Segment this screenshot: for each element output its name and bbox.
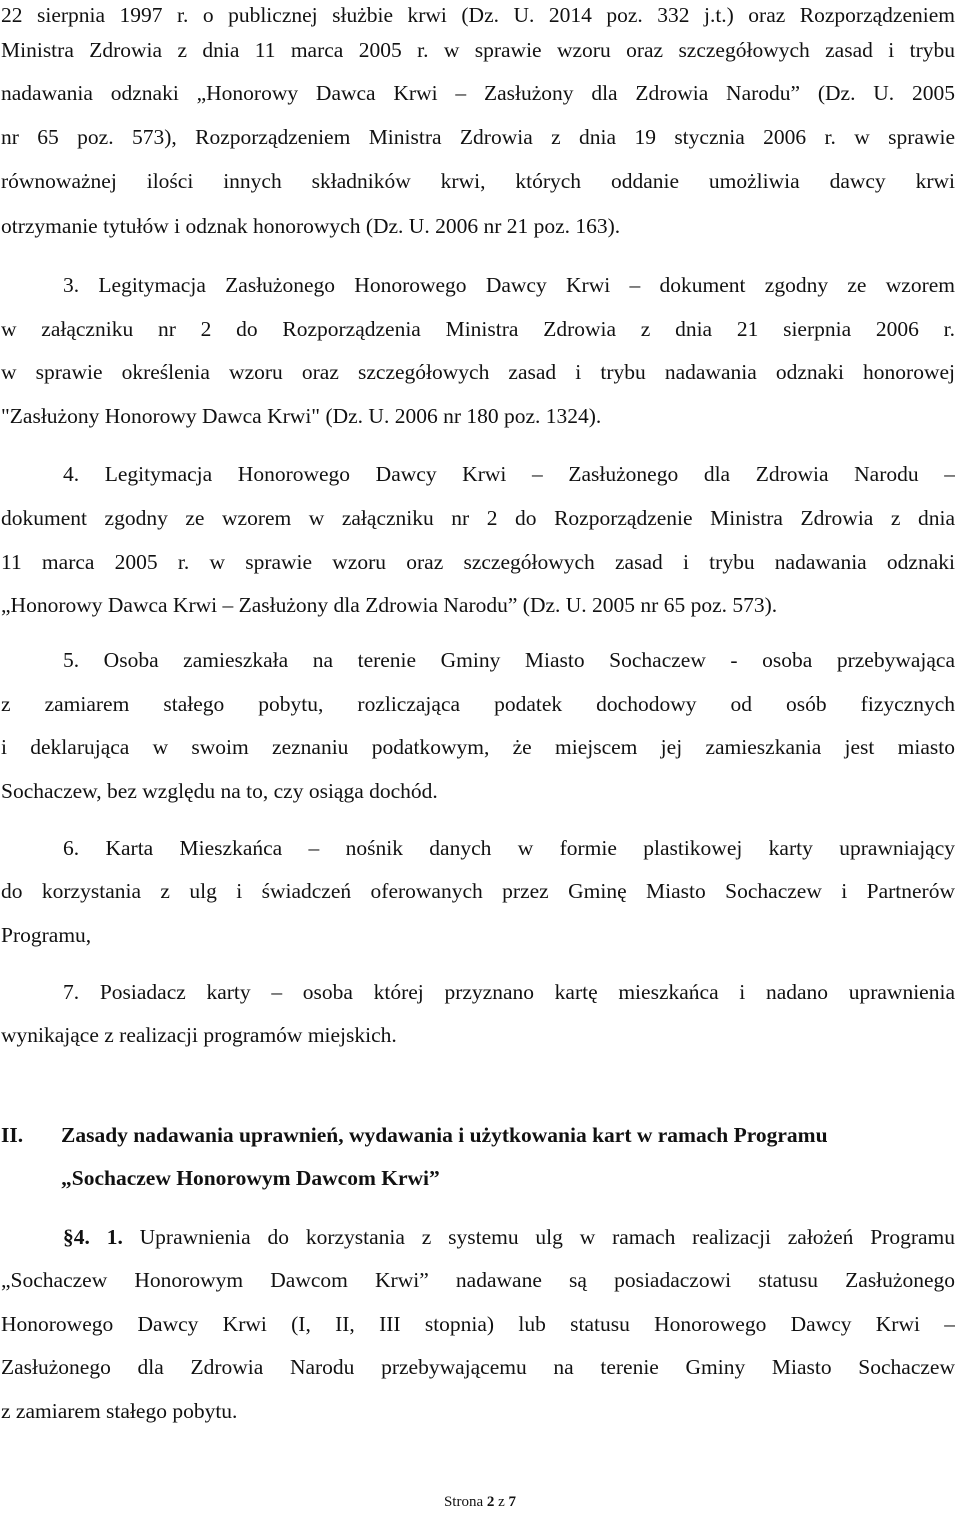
text-line: Honorowego Dawcy Krwi (I, II, III stopnia) lub statusu Honorowego Dawcy Krwi – xyxy=(1,1312,955,1336)
definition-4-line: 4. Legitymacja Honorowego Dawcy Krwi – Zasłużonego dla Zdrowia Narodu – xyxy=(63,462,955,486)
paragraph-marker: §4. 1. xyxy=(63,1225,123,1249)
definition-7-line: 7. Posiadacz karty – osoba której przyznano kartę mieszkańca i nadano uprawnienia xyxy=(63,980,955,1004)
definition-5-line: 5. Osoba zamieszkała na terenie Gminy Miasto Sochaczew - osoba przebywająca xyxy=(63,648,955,672)
text-line: 11 marca 2005 r. w sprawie wzoru oraz szczegółowych zasad i trybu nadawania odznaki xyxy=(1,550,955,574)
text-line: w sprawie określenia wzoru oraz szczegółowych zasad i trybu nadawania odznaki honorowej xyxy=(1,360,955,384)
definition-3-line: 3. Legitymacja Zasłużonego Honorowego Dawcy Krwi – dokument zgodny ze wzorem xyxy=(63,273,955,297)
text-line: Zasłużonego dla Zdrowia Narodu przebywającemu na terenie Gminy Miasto Sochaczew xyxy=(1,1355,955,1379)
text-line: wynikające z realizacji programów miejskich. xyxy=(1,1023,397,1047)
text-line: Programu, xyxy=(1,923,92,947)
section-title-continued: „Sochaczew Honorowym Dawcom Krwi” xyxy=(61,1166,440,1190)
text-line: Sochaczew, bez względu na to, czy osiąga dochód. xyxy=(1,779,438,803)
text-line: „Sochaczew Honorowym Dawcom Krwi” nadawane są posiadaczowi statusu Zasłużonego xyxy=(1,1268,955,1292)
text-line: otrzymanie tytułów i odznak honorowych (Dz. U. 2006 nr 21 poz. 163). xyxy=(1,214,621,238)
text-line: Ministra Zdrowia z dnia 11 marca 2005 r. w sprawie wzoru oraz szczegółowych zasad i trybu xyxy=(1,38,955,62)
text-line: z zamiarem stałego pobytu. xyxy=(1,1399,238,1423)
text-line: nr 65 poz. 573), Rozporządzeniem Ministra Zdrowia z dnia 19 stycznia 2006 r. w sprawie xyxy=(1,125,955,149)
text-line: równoważnej ilości innych składników krwi, których oddanie umożliwia dawcy krwi xyxy=(1,169,955,193)
total-pages-number: 7 xyxy=(508,1494,517,1510)
text-line: z zamiarem stałego pobytu, rozliczająca podatek dochodowy od osób fizycznych xyxy=(1,692,955,716)
paragraph-4-1-line xyxy=(63,1222,955,1252)
footer-prefix: Strona xyxy=(443,1494,487,1510)
paragraph-text: Uprawnienia do korzystania z systemu ulg w ramach realizacji założeń Programu xyxy=(122,1225,955,1249)
text-line: 22 sierpnia 1997 r. o publicznej służbie krwi (Dz. U. 2014 poz. 332 j.t.) oraz Rozporządzeniem xyxy=(1,3,955,27)
text-line: i deklarująca w swoim zeznaniu podatkowym, że miejscem jej zamieszkania jest miasto xyxy=(1,735,955,759)
text-line: "Zasłużony Honorowy Dawca Krwi" (Dz. U. 2006 nr 180 poz. 1324). xyxy=(1,404,602,428)
text-line: w załączniku nr 2 do Rozporządzenia Ministra Zdrowia z dnia 21 sierpnia 2006 r. xyxy=(1,317,955,341)
section-number: II. xyxy=(1,1123,24,1147)
page-footer xyxy=(0,1492,960,1512)
text-line: do korzystania z ulg i świadczeń oferowanych przez Gminę Miasto Sochaczew i Partnerów xyxy=(1,879,955,903)
current-page-number: 2 xyxy=(486,1494,495,1510)
text-line: nadawania odznaki „Honorowy Dawca Krwi – Zasłużony dla Zdrowia Narodu” (Dz. U. 2005 xyxy=(1,81,955,105)
footer-separator: z xyxy=(494,1494,509,1510)
text-line: „Honorowy Dawca Krwi – Zasłużony dla Zdrowia Narodu” (Dz. U. 2005 nr 65 poz. 573). xyxy=(1,593,778,617)
definition-6-line: 6. Karta Mieszkańca – nośnik danych w formie plastikowej karty uprawniający xyxy=(63,836,955,860)
section-title: Zasady nadawania uprawnień, wydawania i użytkowania kart w ramach Programu xyxy=(61,1123,828,1147)
text-line: dokument zgodny ze wzorem w załączniku nr 2 do Rozporządzenie Ministra Zdrowia z dnia xyxy=(1,506,955,530)
